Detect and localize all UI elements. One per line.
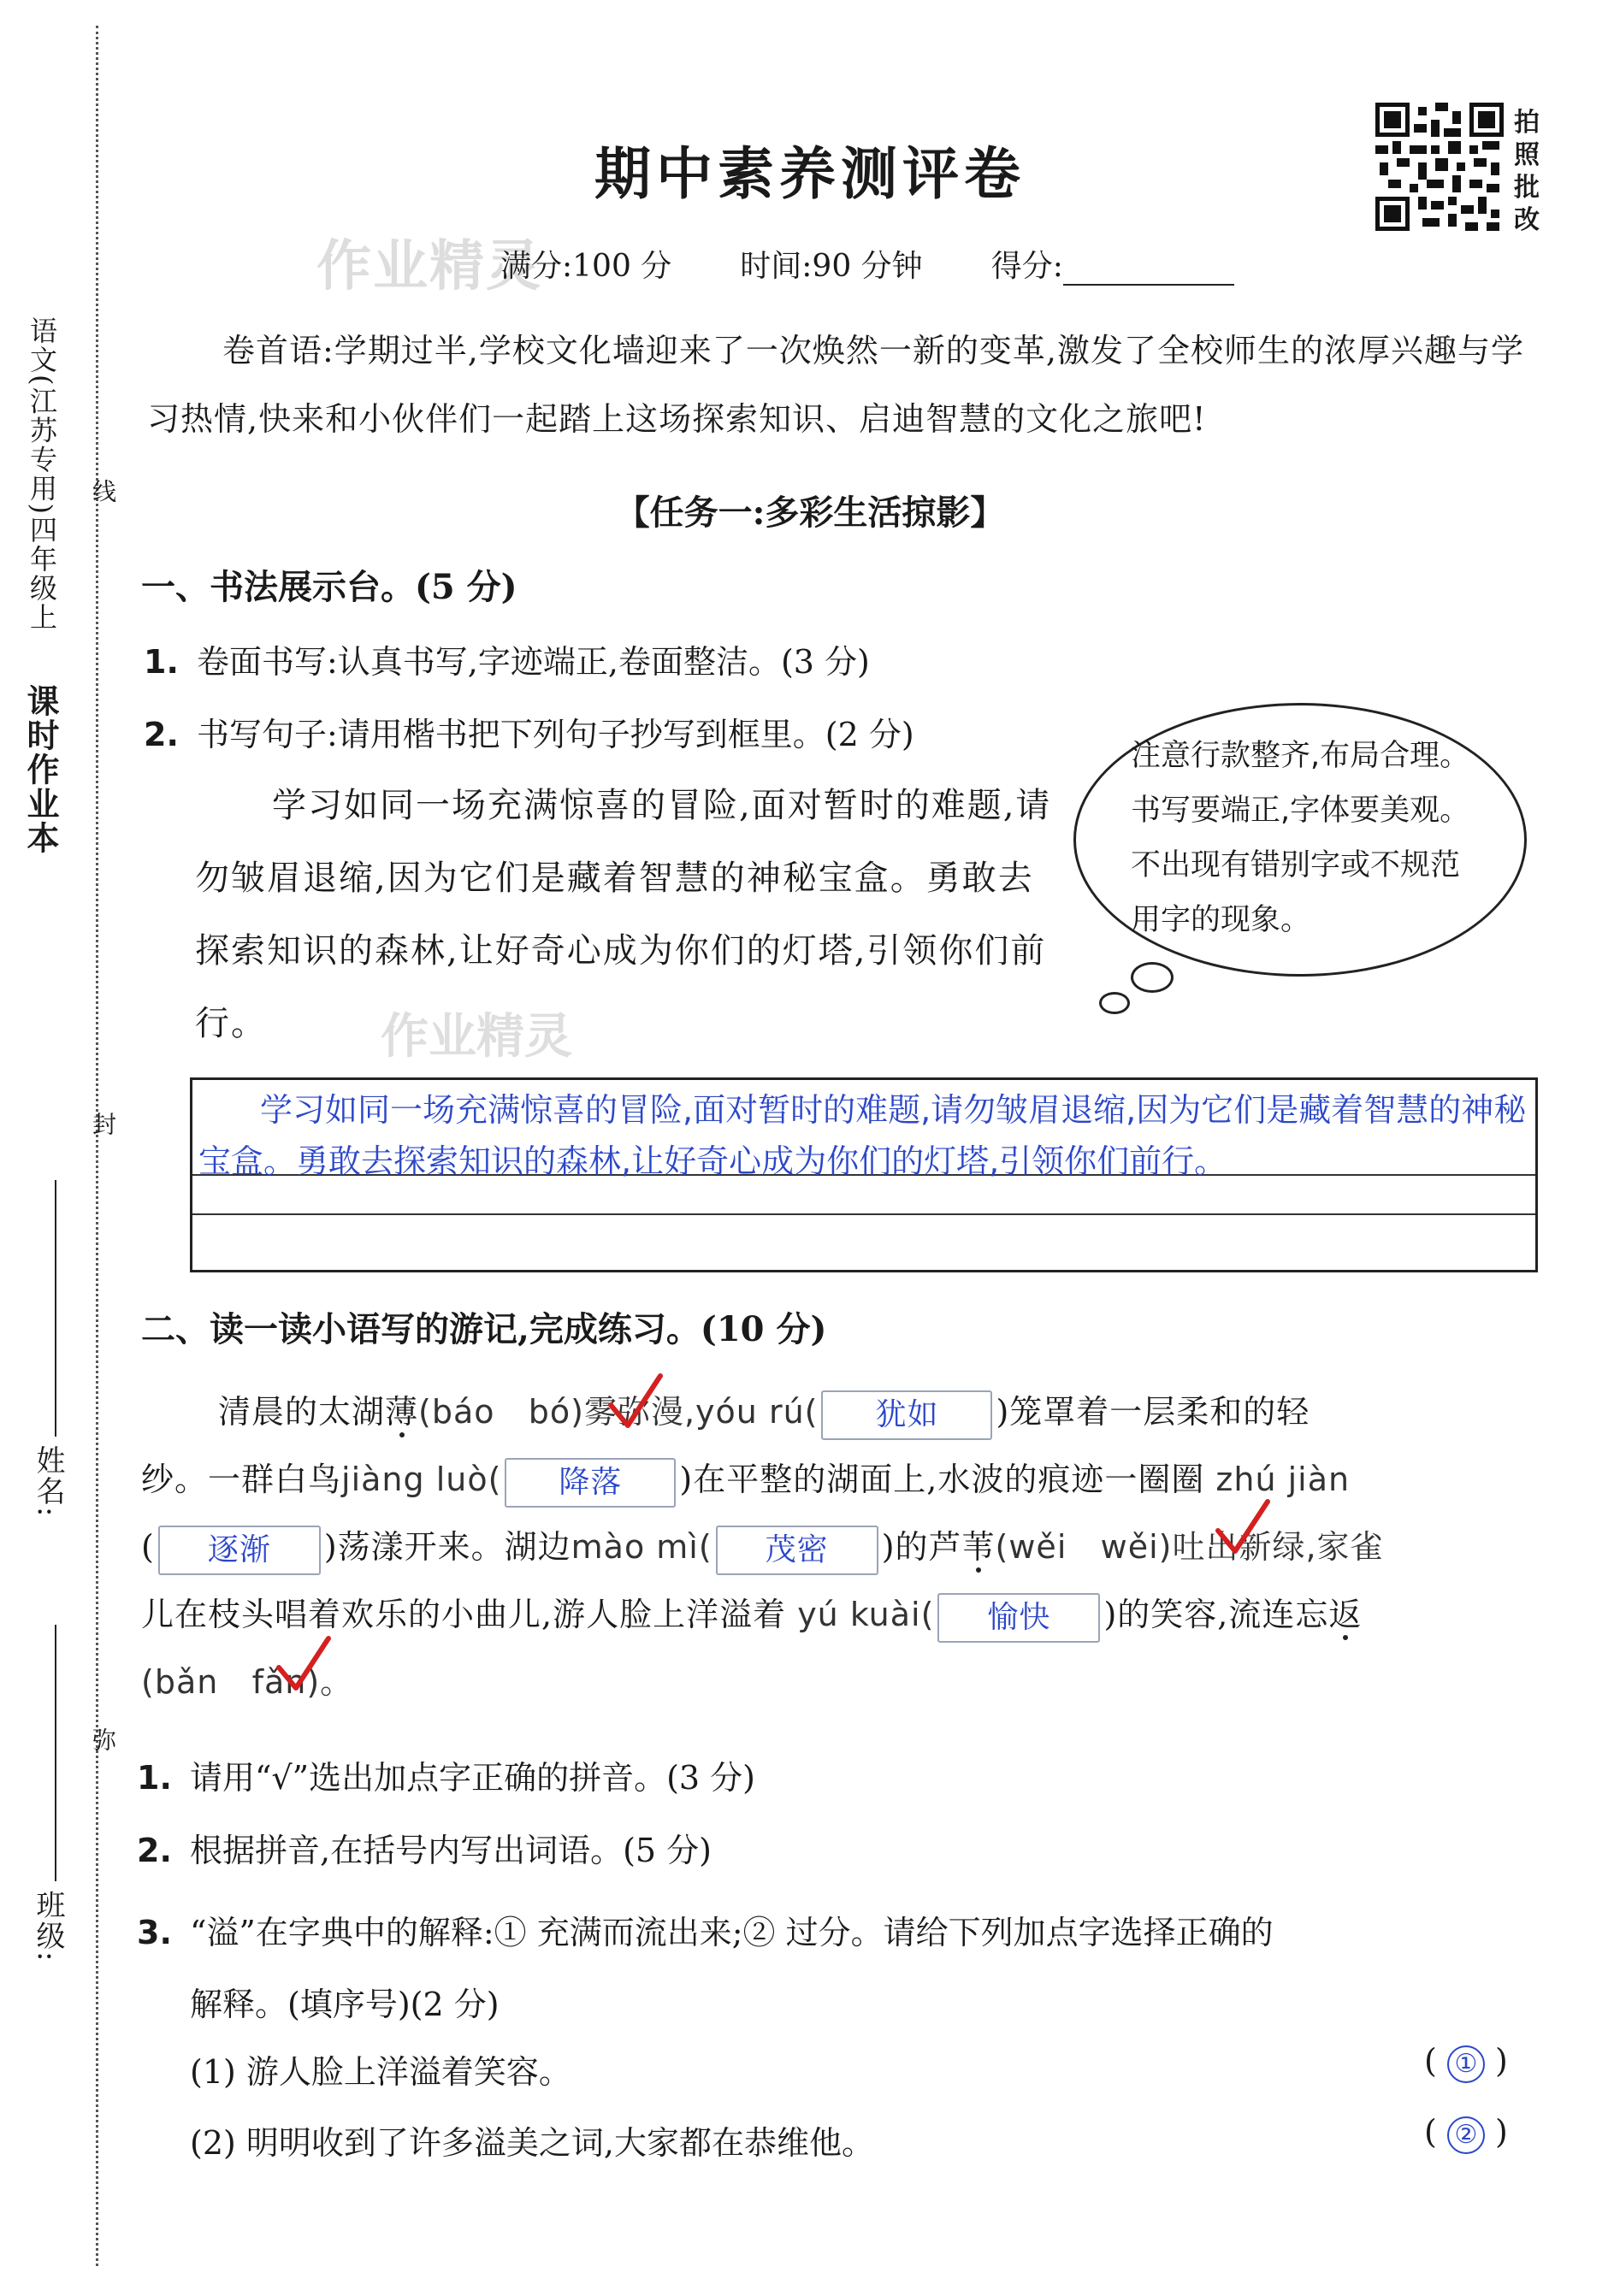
task-heading: 【任务一:多彩生活掠影】	[615, 493, 1005, 533]
answer-blank[interactable]: 茂密	[716, 1526, 878, 1575]
tip-bubble-text: 注意行款整齐,布局合理。 书写要端正,字体要美观。 不出现有错别字或不规范 用字的现象。	[1131, 739, 1470, 937]
s2-q3-item-2: (2) 明明收到了许多溢美之词,大家都在恭维他。	[190, 2124, 874, 2162]
subject-info: 语文(江苏专用)四年级上	[26, 316, 58, 632]
check-mark-icon	[606, 1372, 665, 1432]
class-field[interactable]	[55, 1625, 56, 1881]
section1-title: 一、书法展示台。(5 分)	[141, 567, 517, 607]
name-field[interactable]	[55, 1180, 56, 1437]
watermark: 作业精灵	[381, 1009, 572, 1065]
s1-question-2: 2. 书写句子:请用楷书把下列句子抄写到框里。(2 分)	[144, 716, 914, 753]
qr-label: 拍照批改	[1514, 108, 1540, 235]
handwriting-answer: 学习如同一场充满惊喜的冒险,面对暂时的难题,请勿皱眉退缩,因为它们是藏着智慧的神秘宝盒。勇敢去探索知识的森林,让好奇心成为你们的灯塔,引领你们前行。	[198, 1091, 1527, 1180]
s1-question-1: 1. 卷面书写:认真书写,字迹端正,卷面整洁。(3 分)	[144, 643, 870, 681]
series-name: 课时作业本	[21, 684, 59, 855]
copy-source-text: 学习如同一场充满惊喜的冒险,面对暂时的难题,请勿皱眉退缩,因为它们是藏着智慧的神秘宝盒。勇敢去探索知识的森林,让好奇心成为你们的灯塔,引领你们前行。	[195, 786, 1052, 1043]
seal-line-label: 封	[89, 1112, 117, 1136]
exam-meta	[500, 242, 1234, 286]
qr-code-icon[interactable]	[1375, 103, 1504, 231]
answer-blank[interactable]: 逐渐	[158, 1526, 321, 1575]
answer-blank[interactable]: 降落	[505, 1458, 676, 1508]
answer-blank[interactable]: 犹如	[821, 1390, 992, 1440]
full-score: 满分:100 分	[500, 249, 672, 284]
s2-question-3: 3. “溢”在字典中的解释:① 充满而流出来;② 过分。请给下列加点字选择正确的 解释。(填序号)(2 分)	[137, 1914, 1274, 2023]
passage: 清晨的太湖薄(báo bó)雾弥漫,yóu rú( 犹如 )笼罩着一层柔和的轻 纱。一群白鸟jiàng luò( 降落 )在平整的湖面上,水波的痕迹一圈圈 zhú jiàn ( 逐渐 )荡漾开来。湖边mào mì( 茂密 )的芦苇(wěi wěi)吐出新绿,家雀 儿在枝头唱着欢乐的小曲儿,游人脸上洋溢着 yú kuài( 愉快 )的笑容,流连忘返 (bǎn fǎn)。	[141, 1378, 1544, 1716]
page-title: 期中素养测评卷	[594, 140, 1026, 207]
check-mark-icon	[274, 1635, 334, 1695]
name-label: 姓名:	[31, 1445, 65, 1519]
s2-question-2: 2. 根据拼音,在括号内写出词语。(5 分)	[137, 1832, 712, 1869]
cut-line-label: 线	[89, 479, 117, 503]
check-mark-icon	[1213, 1498, 1273, 1558]
watermark: 作业精灵	[316, 235, 542, 298]
bubble-puff	[1131, 962, 1174, 993]
section2-title: 二、读一读小语写的游记,完成练习。(10 分)	[141, 1309, 827, 1349]
class-label: 班级:	[31, 1890, 65, 1963]
secrecy-line-label: 弥	[89, 1727, 117, 1751]
bubble-puff	[1099, 992, 1130, 1014]
s2-q3-item-1-answer[interactable]: ( ① )	[1424, 2042, 1508, 2083]
binding-dotted-line	[96, 26, 98, 2266]
intro-text: 卷首语:学期过半,学校文化墙迎来了一次焕然一新的变革,激发了全校师生的浓厚兴趣与学习热情,快来和小伙伴们一起踏上这场探索知识、启迪智慧的文化之旅吧!	[147, 332, 1524, 438]
s2-q3-item-1: (1) 游人脸上洋溢着笑容。	[190, 2053, 571, 2091]
answer-blank[interactable]: 愉快	[937, 1593, 1100, 1643]
s2-q3-item-2-answer[interactable]: ( ② )	[1424, 2113, 1508, 2154]
score-field[interactable]: 得分:	[991, 242, 1234, 286]
time-limit: 时间:90 分钟	[740, 249, 923, 284]
s2-question-1: 1. 请用“√”选出加点字正确的拼音。(3 分)	[137, 1759, 755, 1797]
